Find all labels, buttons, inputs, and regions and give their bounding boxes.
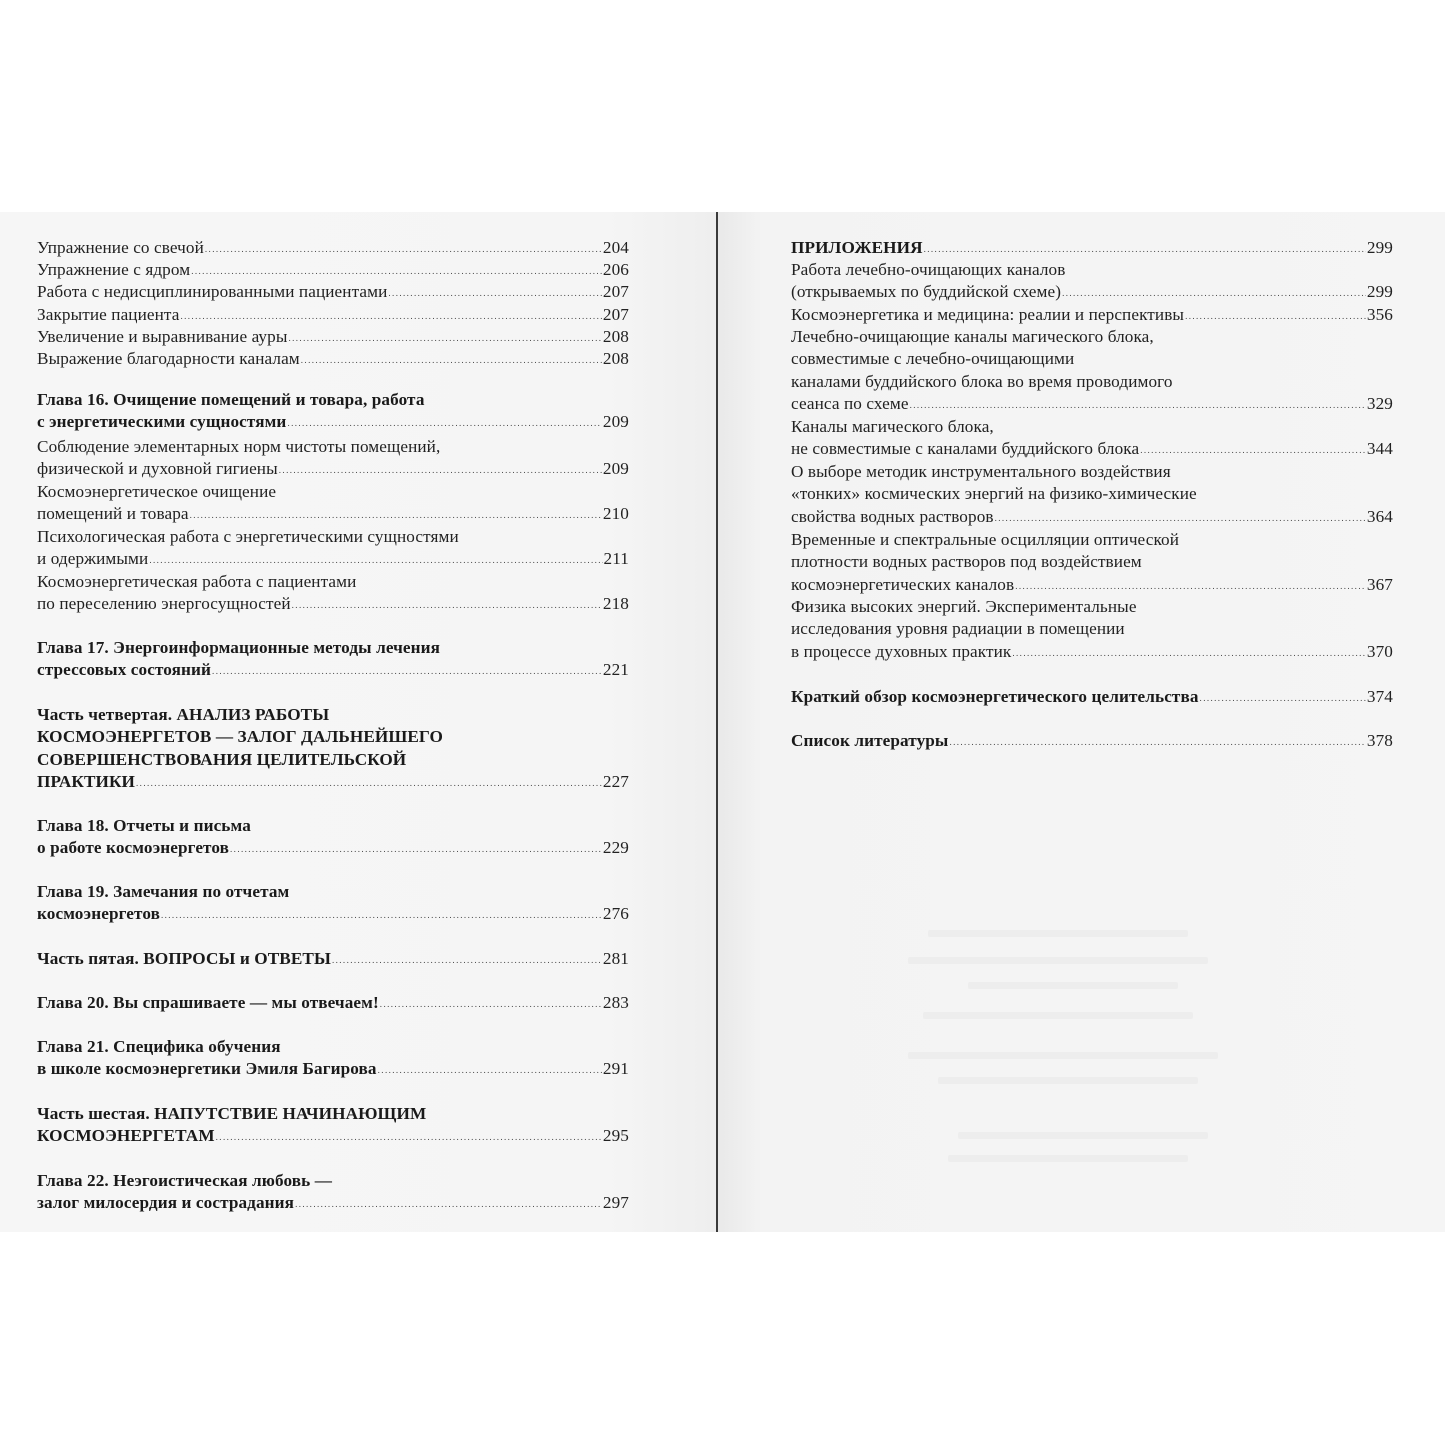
toc-page-number: 209 [602,412,629,432]
bleed-mark [908,1052,1218,1059]
toc-page-number: 276 [602,904,629,924]
dot-leader [288,327,601,349]
dot-leader [295,1193,602,1215]
toc-entry-title: свойства водных растворов [791,506,994,526]
toc-page-number: 297 [602,1193,629,1213]
toc-entry-title: Глава 20. Вы спрашиваете — мы отвечаем! [37,993,379,1012]
toc-entry-line [791,596,1393,618]
toc-page-number: 229 [602,838,629,858]
bleed-mark [928,930,1188,937]
bleed-mark [923,1012,1193,1019]
toc-entry-line [37,704,629,726]
toc-page-number: 295 [602,1126,629,1146]
dot-leader [910,394,1366,416]
toc-entry-last-line [37,348,629,370]
toc-entry-title: исследования уровня радиации в помещении [791,619,1125,639]
bleed-mark [948,1155,1188,1162]
dot-leader [279,459,602,481]
toc-entry-line [37,881,629,903]
toc-entry-last-line [791,641,1393,663]
bleed-mark [938,1077,1198,1084]
toc-entry-last-line [37,1125,629,1147]
toc-page-number: 210 [602,504,629,524]
toc-entry-last-line [791,574,1393,596]
toc-entry-line [791,483,1393,505]
toc-entry-title: Соблюдение элементарных норм чистоты помещений, [37,437,441,456]
toc-entry-last-line [37,548,629,570]
toc-page-number: 208 [602,327,629,346]
toc-entry-last-line [37,903,629,925]
toc-entry-title: плотности водных растворов под воздействием [791,552,1142,572]
toc-entry-last-line [37,237,629,259]
toc-entry-title: каналами буддийского блока во время проводимого [791,371,1173,391]
toc-entry-title: космоэнергетов [37,904,160,924]
toc-entry-title: помещений и товара [37,504,189,524]
toc-entry-line [37,1170,629,1192]
toc-entry-title: О выборе методик инструментального воздействия [791,462,1171,481]
dot-leader [136,772,602,794]
toc-entry-last-line [37,948,629,970]
toc-entry-line [37,481,629,503]
toc-entry-title: Работа лечебно-очищающих каналов [791,260,1066,279]
toc-entry-title: Лечебно-очищающие каналы магического блока, [791,327,1154,346]
toc-entry-last-line [37,304,629,326]
toc-entry-last-line [791,686,1393,708]
toc-entry-line [791,551,1393,573]
toc-entry-title: ПРАКТИКИ [37,772,136,792]
toc-page-number: 378 [1366,731,1393,750]
toc-entry-title: Глава 21. Специфика обучения [37,1037,281,1056]
toc-page-number: 208 [602,349,629,368]
toc-page-number: 207 [602,305,629,324]
toc-entry-title: залог милосердия и сострадания [37,1193,295,1213]
bleed-mark [968,982,1178,989]
toc-entry-line [37,571,629,593]
toc-entry-title: в процессе духовных практик [791,641,1012,661]
toc-entry-line [37,815,629,837]
toc-entry-line [37,1103,629,1125]
toc-entry-last-line [37,1192,629,1214]
toc-page-number: 221 [602,660,629,680]
toc-entry-last-line [37,659,629,681]
toc-entry-title: Часть шестая. НАПУТСТВИЕ НАЧИНАЮЩИМ [37,1104,427,1123]
toc-entry-title: Закрытие пациента [37,305,180,324]
toc-page-number: 364 [1366,506,1393,526]
bleed-mark [908,957,1208,964]
dot-leader [191,260,602,282]
toc-entry-last-line [791,281,1393,303]
toc-entry-title: о работе космоэнергетов [37,838,230,858]
toc-entry-title: Глава 19. Замечания по отчетам [37,882,290,901]
toc-entry-title: КОСМОЭНЕРГЕТОВ — ЗАЛОГ ДАЛЬНЕЙШЕГО [37,727,443,747]
toc-entry-line [791,259,1393,281]
toc-entry-title: космоэнергетических каналов [791,574,1015,594]
dot-leader [1185,305,1366,327]
toc-entry-title: Космоэнергетика и медицина: реалии и перспективы [791,305,1185,324]
toc-entry-last-line [791,237,1393,259]
toc-page-number: 227 [602,772,629,792]
toc-entry-line [791,461,1393,483]
dot-leader [292,594,602,616]
bleed-mark [958,1132,1208,1139]
dot-leader [1012,642,1366,664]
toc-entry-line [37,526,629,548]
toc-page-number: 367 [1366,574,1393,594]
toc-page-number: 211 [603,549,629,569]
toc-entry-line [37,389,629,411]
dot-leader [1200,687,1366,709]
toc-entry-title: Часть пятая. ВОПРОСЫ и ОТВЕТЫ [37,949,331,968]
toc-entry-line [791,529,1393,551]
toc-entry-last-line [37,992,629,1014]
toc-entry-title: Глава 16. Очищение помещений и товара, работа [37,390,425,409]
dot-leader [180,305,601,327]
toc-entry-title: и одержимыми [37,549,149,569]
dot-leader [287,412,601,434]
toc-entry-last-line [791,506,1393,528]
left-page [0,212,716,1232]
toc-page-number: 206 [602,260,629,279]
toc-entry-title: Краткий обзор космоэнергетического целительства [791,687,1199,706]
toc-entry-line [37,637,629,659]
toc-entry-line [37,749,629,771]
toc-page-number: 329 [1366,394,1393,414]
dot-leader [380,993,602,1015]
toc-entry-title: Временные и спектральные осцилляции оптической [791,530,1180,549]
toc-entry-title: сеанса по схеме [791,394,909,414]
toc-entry-title: в школе космоэнергетики Эмиля Багирова [37,1059,377,1079]
toc-entry-title: Психологическая работа с энергетическими сущностями [37,527,459,546]
toc-entry-line [791,618,1393,640]
dot-leader [949,731,1365,753]
dot-leader [924,238,1366,260]
toc-entry-line [791,371,1393,393]
toc-entry-last-line [37,771,629,793]
toc-page-number: 283 [602,993,629,1012]
dot-leader [332,949,602,971]
toc-entry-line [37,1036,629,1058]
toc-entry-title: физической и духовной гигиены [37,459,278,479]
toc-entry-title: совместимые с лечебно-очищающими [791,349,1075,369]
toc-entry-last-line [791,393,1393,415]
toc-entry-last-line [37,411,629,433]
toc-entry-title: Глава 18. Отчеты и письма [37,816,251,835]
toc-entry-last-line [37,458,629,480]
toc-entry-last-line [37,281,629,303]
toc-page-number: 356 [1366,305,1393,324]
toc-entry-last-line [37,326,629,348]
toc-entry-last-line [37,837,629,859]
dot-leader [212,660,602,682]
dot-leader [1140,439,1366,461]
toc-page-number: 207 [602,282,629,301]
toc-entry-line [791,348,1393,370]
dot-leader [388,282,602,304]
dot-leader [995,507,1366,529]
toc-entry-last-line [791,304,1393,326]
dot-leader [205,238,602,260]
toc-page-number: 209 [602,459,629,479]
toc-entry-last-line [37,593,629,615]
toc-entry-last-line [791,438,1393,460]
toc-page-number: 370 [1366,641,1393,661]
toc-entry-title: Глава 17. Энергоинформационные методы лечения [37,638,441,657]
dot-leader [301,349,602,371]
toc-entry-title: Упражнение с ядром [37,260,191,279]
dot-leader [1015,575,1366,597]
toc-entry-title: Каналы магического блока, [791,417,994,436]
dot-leader [230,838,602,860]
toc-page-number: 204 [602,238,629,257]
toc-entry-title: не совместимые с каналами буддийского блока [791,439,1140,459]
toc-entry-title: по переселению энергосущностей [37,594,291,614]
toc-page-number: 299 [1366,238,1393,257]
toc-entry-title: КОСМОЭНЕРГЕТАМ [37,1126,215,1146]
toc-entry-title: Увеличение и выравнивание ауры [37,327,288,346]
dot-leader [1062,282,1366,304]
toc-entry-last-line [37,1058,629,1080]
toc-entry-title: (открываемых по буддийской схеме) [791,282,1062,302]
toc-entry-title: Глава 22. Неэгоистическая любовь — [37,1171,333,1190]
book-spread [0,212,1445,1232]
toc-page-number: 291 [602,1059,629,1079]
toc-page-number: 374 [1366,687,1393,706]
toc-entry-title: Список литературы [791,731,949,750]
toc-entry-title: ПРИЛОЖЕНИЯ [791,238,923,257]
toc-entry-title: Космоэнергетическое очищение [37,482,277,501]
toc-entry-title: Упражнение со свечой [37,238,204,257]
toc-entry-line [37,436,629,458]
toc-entry-title: Выражение благодарности каналам [37,349,300,368]
toc-entry-last-line [37,259,629,281]
toc-page-number: 299 [1366,282,1393,302]
dot-leader [216,1126,602,1148]
toc-entry-title: «тонких» космических энергий на физико-химические [791,484,1197,504]
toc-page-number: 281 [602,949,629,968]
dot-leader [190,504,602,526]
toc-page-number: 344 [1366,439,1393,459]
dot-leader [378,1059,602,1081]
toc-page-number: 218 [602,594,629,614]
toc-entry-title: с энергетическими сущностями [37,412,287,432]
toc-entry-last-line [37,503,629,525]
toc-entry-title: Физика высоких энергий. Экспериментальные [791,597,1137,616]
toc-entry-title: Космоэнергетическая работа с пациентами [37,572,357,591]
toc-entry-title: Часть четвертая. АНАЛИЗ РАБОТЫ [37,705,330,724]
toc-entry-line [791,416,1393,438]
dot-leader [161,904,602,926]
toc-entry-title: стрессовых состояний [37,660,212,680]
toc-entry-line [791,326,1393,348]
toc-entry-title: Работа с недисциплинированными пациентами [37,282,388,301]
toc-entry-line [37,726,629,748]
toc-entry-title: СОВЕРШЕНСТВОВАНИЯ ЦЕЛИТЕЛЬСКОЙ [37,749,407,769]
toc-entry-last-line [791,730,1393,752]
dot-leader [149,549,602,571]
